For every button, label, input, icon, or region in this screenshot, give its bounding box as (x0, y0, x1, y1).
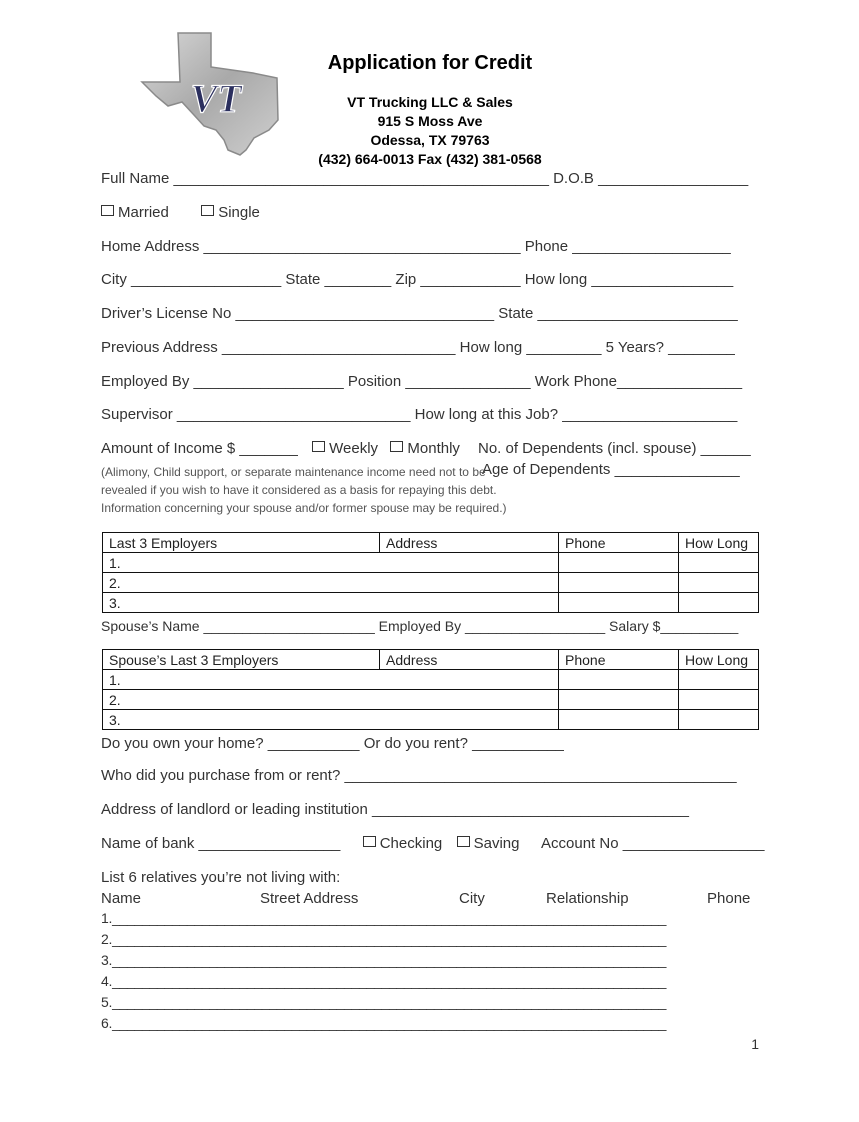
how-long-header: How Long (679, 650, 759, 670)
employer-cell[interactable]: 1. (103, 670, 559, 690)
married-checkbox[interactable] (101, 205, 114, 216)
full-name-field[interactable]: Full Name _____________________________________________ D.O.B __________________ (101, 170, 749, 187)
table-row (103, 710, 759, 730)
table-row (103, 593, 759, 613)
account-number-field[interactable]: Account No _________________ (541, 835, 765, 852)
how-long-cell[interactable] (679, 690, 759, 710)
home-address-field[interactable]: Home Address ______________________________________ Phone ___________________ (101, 238, 731, 255)
bank-name-field[interactable]: Name of bank _________________ (101, 835, 341, 852)
logo-text: VT (190, 76, 242, 121)
drivers-license-field[interactable]: Driver’s License No _______________________________ State ________________________ (101, 305, 738, 322)
page-number: 1 (751, 1036, 759, 1052)
purchase-from-field[interactable]: Who did you purchase from or rent? _______________________________________________ (101, 767, 737, 784)
address-header: Address (380, 533, 559, 553)
phone-cell[interactable] (559, 593, 679, 613)
monthly-checkbox[interactable] (390, 441, 403, 452)
phone-cell[interactable] (559, 573, 679, 593)
employers-header: Last 3 Employers (103, 533, 380, 553)
table-row (103, 553, 759, 573)
phone-header: Phone (559, 533, 679, 553)
phone-cell[interactable] (559, 710, 679, 730)
employer-cell[interactable]: 3. (103, 593, 559, 613)
table-header-row (103, 533, 759, 553)
own-home-field[interactable]: Do you own your home? ___________ Or do you rent? ___________ (101, 735, 564, 752)
phone-cell[interactable] (559, 690, 679, 710)
page-title: Application for Credit (327, 52, 533, 74)
checking-label: Checking (379, 835, 443, 852)
table-row (103, 670, 759, 690)
relative-line-3[interactable]: 3.__________________________________________________________________________ (101, 952, 667, 968)
phone-cell[interactable] (559, 553, 679, 573)
spouse-field[interactable]: Spouse’s Name ______________________ Employed By __________________ Salary $__________ (101, 618, 739, 634)
marital-status (101, 204, 260, 221)
age-dependents-field[interactable]: Age of Dependents _______________ (482, 461, 740, 478)
bank-row (101, 835, 765, 852)
relative-line-2[interactable]: 2.__________________________________________________________________________ (101, 931, 667, 947)
checking-checkbox[interactable] (363, 836, 376, 847)
employer-cell[interactable]: 2. (103, 573, 559, 593)
landlord-address-field[interactable]: Address of landlord or leading institution ______________________________________ (101, 801, 690, 818)
relatives-col-phone: Phone (707, 890, 751, 907)
spouse-employers-table (102, 649, 759, 730)
how-long-cell[interactable] (679, 573, 759, 593)
previous-address-field[interactable]: Previous Address ____________________________ How long _________ 5 Years? ________ (101, 339, 735, 356)
relatives-col-city: City (459, 890, 485, 907)
weekly-label: Weekly (329, 440, 379, 457)
relatives-col-name: Name (101, 890, 142, 907)
employer-cell[interactable]: 3. (103, 710, 559, 730)
phone-cell[interactable] (559, 670, 679, 690)
relative-line-4[interactable]: 4.__________________________________________________________________________ (101, 973, 667, 989)
how-long-header: How Long (679, 533, 759, 553)
employment-field[interactable]: Employed By __________________ Position _______________ Work Phone_______________ (101, 373, 743, 390)
income-field[interactable]: Amount of Income $ _______ (101, 440, 298, 457)
weekly-checkbox[interactable] (312, 441, 325, 452)
employer-cell[interactable]: 1. (103, 553, 559, 573)
single-label: Single (218, 204, 260, 221)
relatives-col-street: Street Address (260, 890, 359, 907)
company-name: VT Trucking LLC & Sales (347, 94, 513, 110)
how-long-cell[interactable] (679, 553, 759, 573)
relative-line-5[interactable]: 5.__________________________________________________________________________ (101, 994, 667, 1010)
company-city: Odessa, TX 79763 (370, 132, 490, 148)
table-header-row (103, 650, 759, 670)
how-long-cell[interactable] (679, 710, 759, 730)
how-long-cell[interactable] (679, 593, 759, 613)
company-street: 915 S Moss Ave (377, 113, 483, 129)
saving-label: Saving (473, 835, 520, 852)
spouse-employers-header: Spouse’s Last 3 Employers (103, 650, 380, 670)
employer-cell[interactable]: 2. (103, 690, 559, 710)
texas-logo (136, 30, 284, 158)
income-row (101, 440, 460, 457)
relative-line-1[interactable]: 1.__________________________________________________________________________ (101, 910, 667, 926)
employers-table (102, 532, 759, 613)
how-long-cell[interactable] (679, 670, 759, 690)
income-note: (Alimony, Child support, or separate maintenance income need not to be revealed if you wish to have it considered as a basis for repaying this debt. Information concerning your spouse and/or former spouse may be required.) (101, 465, 507, 515)
relatives-title: List 6 relatives you’re not living with: (101, 869, 341, 886)
saving-checkbox[interactable] (457, 836, 470, 847)
company-contact: (432) 664-0013 Fax (432) 381-0568 (318, 151, 542, 167)
dependents-field[interactable]: No. of Dependents (incl. spouse) ______ (478, 440, 751, 457)
phone-header: Phone (559, 650, 679, 670)
address-header: Address (380, 650, 559, 670)
monthly-label: Monthly (407, 440, 460, 457)
table-row (103, 690, 759, 710)
city-state-zip-field[interactable]: City __________________ State ________ Zip ____________ How long _________________ (101, 271, 734, 288)
table-row (103, 573, 759, 593)
supervisor-field[interactable]: Supervisor ____________________________ How long at this Job? _____________________ (101, 406, 738, 423)
married-label: Married (118, 204, 169, 221)
relative-line-6[interactable]: 6.__________________________________________________________________________ (101, 1015, 667, 1031)
relatives-col-relationship: Relationship (546, 890, 629, 907)
single-checkbox[interactable] (201, 205, 214, 216)
